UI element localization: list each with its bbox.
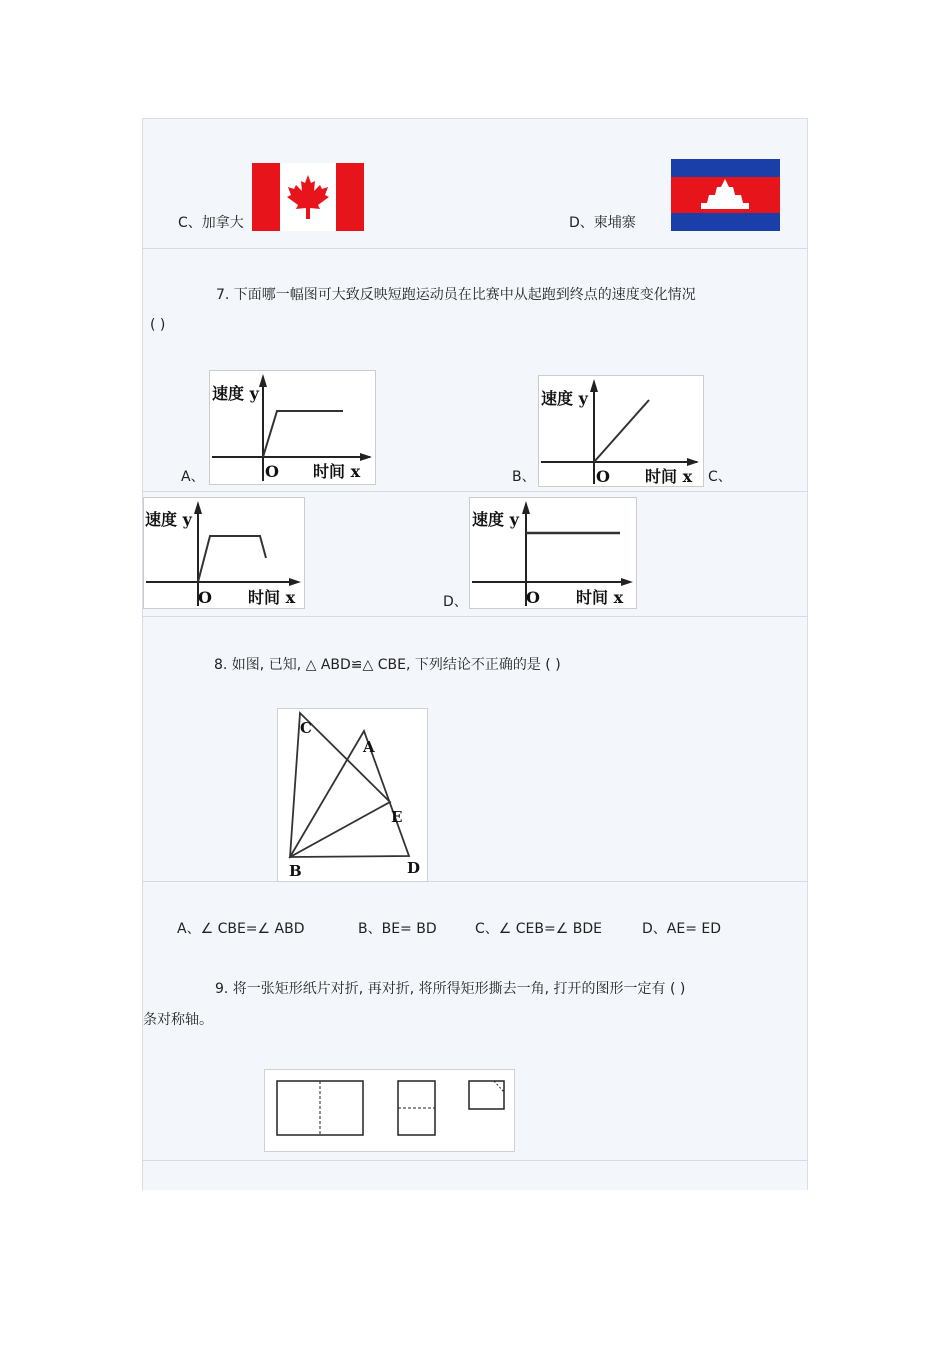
axis-x-label: 时间 x bbox=[576, 588, 624, 607]
q8-option-a: A、∠ CBE=∠ ABD bbox=[177, 921, 305, 937]
origin-label: O bbox=[526, 588, 540, 607]
q7-answer-paren: ( ) bbox=[150, 317, 166, 333]
q7-label-a: A、 bbox=[181, 469, 205, 485]
q7-graph-c bbox=[143, 497, 305, 609]
axis-y-label: 速度 y bbox=[212, 384, 259, 403]
point-c-label: C bbox=[300, 719, 312, 737]
axis-x-label: 时间 x bbox=[313, 462, 361, 481]
axis-y-label: 速度 y bbox=[541, 389, 588, 408]
q9-stem-end: 条对称轴。 bbox=[143, 1012, 213, 1028]
axis-x-label: 时间 x bbox=[645, 467, 693, 486]
axis-y-label: 速度 y bbox=[145, 510, 192, 529]
q8-option-d: D、AE= ED bbox=[642, 921, 722, 937]
q9-folding-figure bbox=[264, 1069, 515, 1152]
divider bbox=[142, 1160, 807, 1161]
point-e-label: E bbox=[391, 808, 403, 826]
q7-label-b: B、 bbox=[512, 469, 536, 485]
q9-stem: 9. 将一张矩形纸片对折, 再对折, 将所得矩形撕去一角, 打开的图形一定有 ( ) bbox=[215, 981, 686, 997]
divider bbox=[142, 491, 807, 492]
origin-label: O bbox=[265, 462, 279, 481]
q7-graph-d bbox=[469, 497, 637, 609]
divider bbox=[142, 881, 807, 882]
point-b-label: B bbox=[289, 862, 302, 880]
q7-label-d: D、 bbox=[443, 594, 468, 610]
origin-label: O bbox=[198, 588, 212, 607]
axis-x-label: 时间 x bbox=[248, 588, 296, 607]
q7-stem: 7. 下面哪一幅图可大致反映短跑运动员在比赛中从起跑到终点的速度变化情况 bbox=[216, 287, 696, 303]
point-a-label: A bbox=[363, 738, 375, 756]
q8-option-b: B、BE= BD bbox=[358, 921, 437, 937]
q8-stem: 8. 如图, 已知, △ ABD≌△ CBE, 下列结论不正确的是 ( ) bbox=[214, 657, 561, 673]
cambodia-flag bbox=[671, 159, 780, 231]
q7-graph-b bbox=[538, 375, 704, 487]
option-d-cambodia: D、柬埔寨 bbox=[569, 215, 636, 231]
point-d-label: D bbox=[407, 859, 421, 877]
option-c-canada: C、加拿大 bbox=[178, 215, 244, 231]
q8-triangle-figure bbox=[277, 708, 428, 882]
divider bbox=[142, 248, 807, 249]
canada-flag bbox=[252, 163, 364, 231]
document-sheet bbox=[142, 118, 808, 1190]
origin-label: O bbox=[596, 467, 610, 486]
axis-y-label: 速度 y bbox=[472, 510, 519, 529]
q8-option-c: C、∠ CEB=∠ BDE bbox=[475, 921, 602, 937]
q7-graph-a bbox=[209, 370, 376, 485]
divider bbox=[142, 616, 807, 617]
q7-label-c: C、 bbox=[708, 469, 732, 485]
